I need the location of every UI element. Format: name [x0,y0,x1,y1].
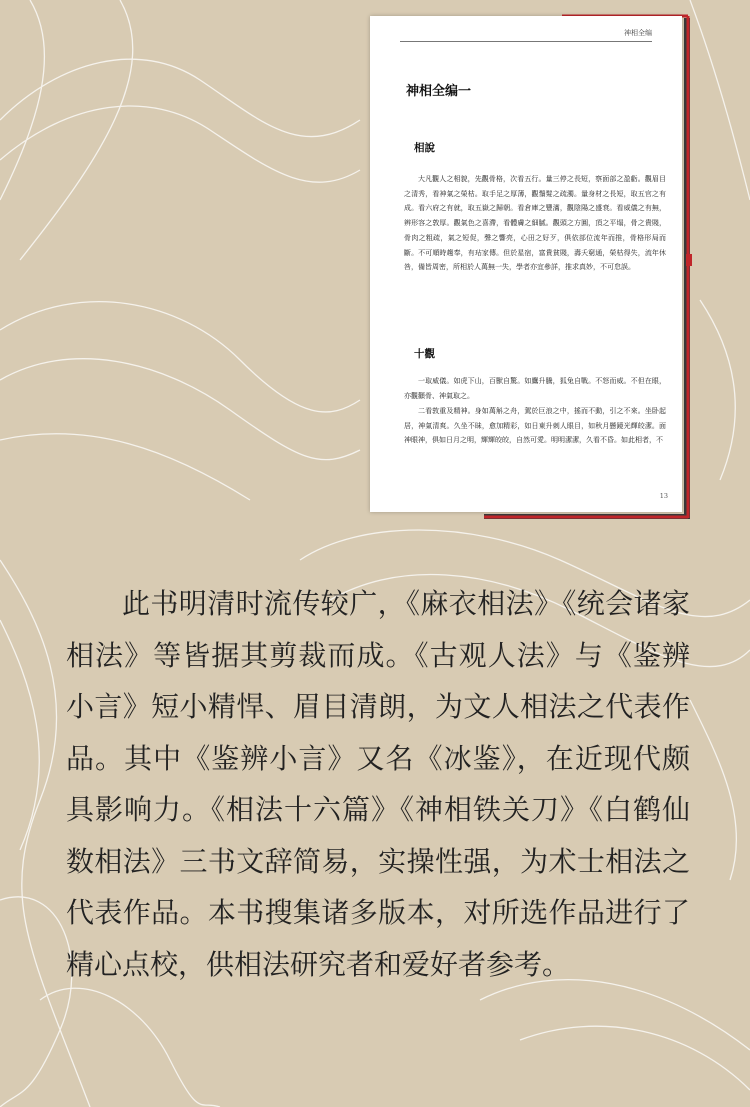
section-shiguan-paragraph-1: 一取威儀。如虎下山，百獸自驚。如鷹升騰，狐兔自戰。不怒而威。不但在眼，亦觀顴骨、神氣取之。 [404,377,666,400]
book-title: 神相全编一 [406,84,472,99]
book-page [370,16,682,512]
section-title-xiangshuo: 相說 [414,142,435,154]
page-number: 13 [659,492,668,500]
running-head: 神相全编 [624,29,652,37]
section-shiguan-paragraph-2: 二看敦重及精神。身如萬斛之舟，駕於巨浪之中，搖而不動，引之不來。坐卧起居，神氣清爽。久坐不昧，愈加精彩，如日東升刺人眼目，如秋月懸鏡光輝皎潔。面神眼神，俱如日月之明，輝輝皎皎，自然可愛。明明潔潔，久看不昏。如此相者，不 [404,407,666,445]
section-title-shiguan: 十觀 [414,348,435,360]
section-xiangshuo-text: 大凡觀人之相貌，先觀骨格，次看五行。量三停之長短，察面部之盈虧。觀眉目之清秀，看神氣之榮枯。取手足之厚薄，觀鬚髮之疏濁。量身材之長短，取五官之有成。看六府之有就，取五嶽之歸朝。看倉庫之豐滿，觀陰陽之盛衰。看威儀之有無，辨形容之敦厚。觀氣色之喜滯，看體膚之細膩。觀頭之方圓，頂之平塌，骨之貴賤，骨肉之粗疏，氣之短促，聲之響亮，心田之好歹，俱依部位流年而推，骨格形局而斷。不可順時趨奉，有玷家傳。但於星宿，富貴貧賤，壽夭窮通，榮枯得失，流年休咎，備皆周密，所相於人萬無一失，學者亦宜參詳，推求真妙，不可怠誤。 [404,175,666,272]
description-caption: 此书明清时流传较广，《麻衣相法》《统会诸家相法》等皆据其剪裁而成。《古观人法》与《鉴辨小言》短小精悍、眉目清朗，为文人相法之代表作品。其中《鉴辨小言》又名《冰鉴》，在近现代颇具影响力。《相法十六篇》《神相铁关刀》《白鹤仙数相法》三书文辞简易，实操性强，为术士相法之代表作品。本书搜集诸多版本，对所选作品进行了精心点校，供相法研究者和爱好者参考。 [66,587,690,981]
book-page-illustration [366,14,692,520]
header-rule [400,41,652,42]
